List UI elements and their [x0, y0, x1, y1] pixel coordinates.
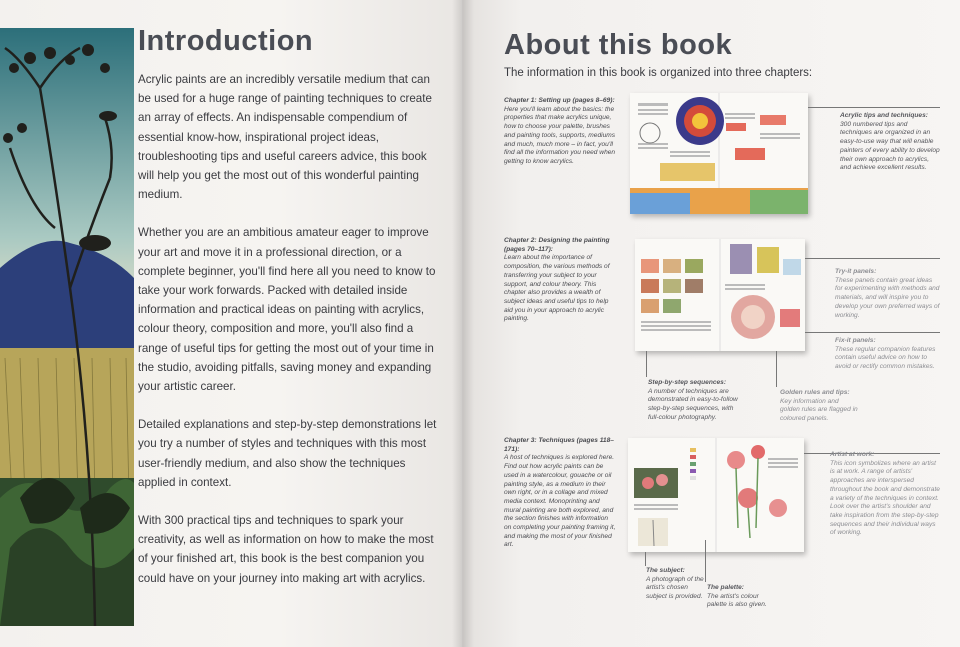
intro-title: Introduction	[138, 25, 314, 57]
chapter-2-description	[504, 237, 616, 324]
annotation-tips	[840, 112, 940, 173]
chapter-2-spread-thumbnail	[635, 239, 805, 351]
annotation-subject	[646, 567, 704, 602]
chapter-3-spread-thumbnail	[628, 438, 804, 552]
spread-thumbnail-image	[630, 93, 808, 214]
annotation-heading: Step-by-step sequences:	[648, 379, 727, 386]
intro-paragraph: Whether you are an ambitious amateur eager to improve your art and move it in a professional direction, or a complete beginner, you'll find here all you need to know to take your work forwards. Packed with detailed inside information and practical ideas on painting with acrylics, colour theory, composition and more, you'll also find a range of useful tips for getting the most out of your time in the studio, avoiding pitfalls, saving money and expanding your artistic career.	[138, 226, 436, 394]
spread-thumbnail-image	[635, 239, 805, 351]
annotation-fix-it	[835, 337, 940, 372]
annotation-heading: The subject:	[646, 567, 685, 574]
intro-body	[138, 70, 438, 607]
callout-line	[705, 540, 706, 582]
annotation-step-by-step	[648, 379, 743, 423]
annotation-text: A photograph of the artist's chosen subject is provided.	[646, 575, 704, 601]
chapter-3-description	[504, 437, 616, 550]
intro-paragraph: Acrylic paints are an incredibly versatile medium that can be used for a huge range of painting techniques to create an array of effects. An indispensable compendium of essential know-how, inspirational project ideas, troubleshooting tips and useful careers advice, this book will help you get the most out of this wonderful painting medium.	[138, 73, 432, 202]
book-gutter	[452, 0, 474, 647]
callout-line	[646, 351, 647, 377]
chapter-1-spread-thumbnail	[630, 93, 808, 214]
annotation-try-it	[835, 268, 940, 320]
annotation-text: This icon symbolizes where an artist is at work. A range of artists' approaches are interspersed throughout the book and demonstrate a variety of the techniques in context. Look over the artist's shoulder and take inspiration from the step-by-step sequences and their individual ways of working.	[830, 459, 940, 537]
chapter-text: Here you'll learn about the basics: the properties that make acrylics unique, how to choose your palette, brushes and painting tools, supports, mediums and much, much more – in fact, you'll find all the information you need when getting to know acrylics.	[504, 105, 616, 165]
callout-line	[776, 351, 777, 387]
callout-line	[805, 332, 940, 333]
annotation-artist-at-work	[830, 451, 940, 538]
annotation-heading: Artist at work:	[830, 451, 875, 458]
annotation-heading: Acrylic tips and techniques:	[840, 112, 928, 119]
annotation-heading: The palette:	[707, 584, 745, 591]
annotation-text: A number of techniques are demonstrated in easy-to-follow step-by-step sequences, with full-colour photography.	[648, 387, 738, 421]
annotation-golden-rules	[780, 389, 860, 424]
intro-paragraph: With 300 practical tips and techniques to spark your creativity, as well as information on how to make the most of your finished art, this book is the best companion you could have on your journey into making art with acrylics.	[138, 514, 434, 585]
annotation-text: The artist's colour palette is also given.	[707, 592, 767, 609]
chapter-heading: Chapter 2: Designing the painting (pages 70–117):	[504, 237, 610, 253]
annotation-heading: Fix-it panels:	[835, 337, 876, 344]
callout-line	[808, 107, 940, 108]
annotation-heading: Try-it panels:	[835, 268, 877, 275]
annotation-palette	[707, 584, 777, 610]
intro-paragraph: Detailed explanations and step-by-step demonstrations let you try a number of styles and techniques with this most user-friendly medium, and also show the techniques applied in context.	[138, 418, 437, 489]
annotation-text: 300 numbered tips and techniques are organized in an easy-to-use way that will enable painters of every ability to develop their own approach to acrylics, and achieve excellent results.	[840, 120, 940, 172]
spread-thumbnail-image	[628, 438, 804, 552]
chapter-text: A host of techniques is explored here. Find out how acrylic paints can be used in a watercolour, gouache or oil painting style, as a medium in their own right, or in a collage and mixed media context. Monoprinting and mural painting are both explored, and the section finishes with information on completing your painting framing it, and making the most of your finished art.	[504, 454, 616, 549]
botanical-illustration	[0, 28, 134, 626]
chapter-text: Learn about the importance of composition, the various methods of transferring your subject to your support, and colour theory. This chapter also provides a wealth of subject ideas and useful tips to help aid you in your approach to acrylic painting.	[504, 254, 610, 323]
callout-line	[805, 258, 940, 259]
chapter-1-description	[504, 97, 616, 167]
annotation-text: Key information and golden rules are flagged in coloured panels.	[780, 397, 858, 423]
about-title: About this book	[504, 29, 733, 61]
annotation-text: These regular companion features contain useful advice on how to avoid or rectify common mistakes.	[835, 345, 936, 371]
about-subtitle: The information in this book is organized into three chapters:	[504, 67, 813, 79]
callout-line	[645, 552, 646, 566]
chapter-heading: Chapter 1: Setting up (pages 8–69):	[504, 97, 615, 104]
chapter-heading: Chapter 3: Techniques (pages 118–171):	[504, 437, 614, 453]
annotation-text: These panels contain great ideas for experimenting with methods and materials, and will inspire you to develop your own preferred ways of working.	[835, 276, 940, 319]
annotation-heading: Golden rules and tips:	[780, 389, 850, 396]
